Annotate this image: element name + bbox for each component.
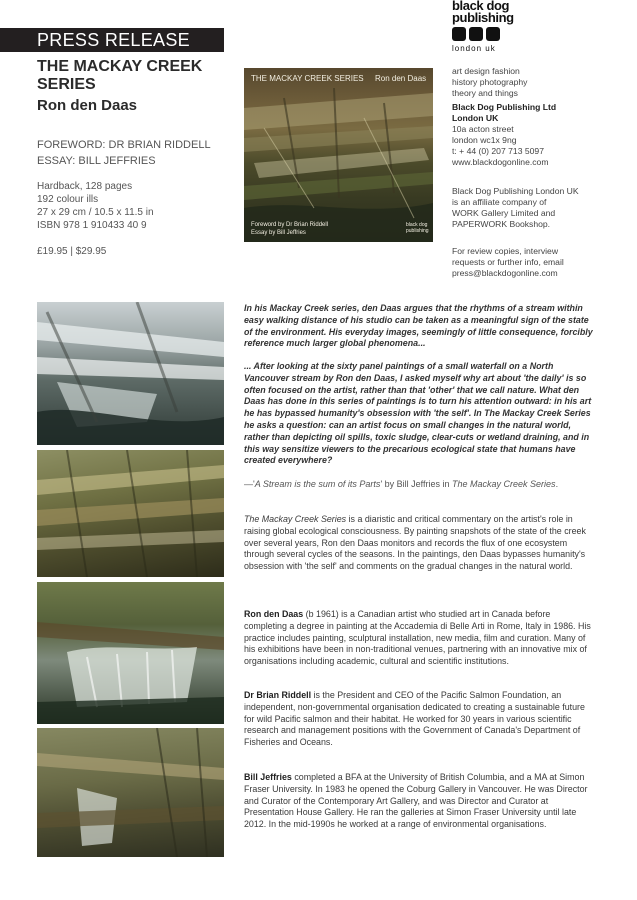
citation-book-title: The Mackay Creek Series <box>452 479 556 489</box>
book-cover-image <box>244 68 433 242</box>
address-line2: london wc1x 9ng <box>452 135 517 145</box>
cover-foreword: Foreword by Dr Brian Riddell <box>251 222 329 228</box>
spec-binding: Hardback, 128 pages <box>37 181 133 192</box>
spec-illustrations: 192 colour ills <box>37 194 99 205</box>
bio1-name: Ron den Daas <box>244 609 304 619</box>
cover-publisher-logo <box>406 222 429 234</box>
cover-painting <box>244 68 433 242</box>
affiliate-line4: PAPERWORK Bookshop. <box>452 219 551 229</box>
publisher-tagline <box>452 66 527 99</box>
logo-line1: black dog <box>452 0 510 13</box>
summary-book-title: The Mackay Creek Series <box>244 514 347 524</box>
bio3-name: Bill Jeffries <box>244 772 292 782</box>
logo-blocks-icon <box>452 27 532 41</box>
affiliate-line3: WORK Gallery Limited and <box>452 208 556 218</box>
citation-prefix: —' <box>244 479 255 489</box>
affiliate-line2: is an affiliate company of <box>452 197 547 207</box>
bio3-text: completed a BFA at the University of British Columbia, and a MA at Simon Fraser University. In 1983 he opened the Coburg Gallery in Vancouver. He was Director and Curator of the Contemporary Art Gallery, and was Director and Curator at Presentation House Gallery. He ran the galleries at Simon Fraser University until late 2012. In the mid-1990s he worked at a range of environmental organisations. <box>244 772 588 830</box>
bio-brian-riddell <box>244 690 594 749</box>
essay-quote: ... After looking at the sixty panel paintings of a small waterfall on a North Vancouver stream by Ron den Daas, I asked myself why art about 'the daily' is so often focused on the artist, rather than that 'other' that we call nature. What den Daas has done in this series of paintings is to turn his attention outward: in his art he has bypassed humanity's obsession with 'the self'. In The Mackay Creek Series he asks a question: can an artist focus on small changes in the natural world, rather than depicting oil spills, toxic sludge, clear-cuts or wetland draining, and in this way sensitize viewers to the precarious ecological state that humans have created everywhere? <box>244 361 592 466</box>
telephone: t: + 44 (0) 207 713 5097 <box>452 146 544 156</box>
bio2-text: is the President and CEO of the Pacific Salmon Foundation, an independent, non-governmental organisation dedicated to creating a sustainable future for wild Pacific salmon and their habitat. He worked for 30 years in various scientific research and management positions with the Government of Canada's Department of Fisheries and Oceans. <box>244 690 585 748</box>
press-release-banner: PRESS RELEASE <box>0 28 224 52</box>
logo-city: london uk <box>452 44 496 53</box>
summary-text: is a diaristic and critical commentary on the artist's role in raising global ecological consciousness. By painting snapshots of the state of the creek over several years, Ron den Daas monitors and records the flux of one ecosystem through several cycles of the seasons. In the paintings, den Daas bypasses humanity's obsession with 'the self' and comments on the gradual changes in the natural world. <box>244 514 586 572</box>
cover-publisher-line2: publishing <box>406 228 429 234</box>
publisher-contact <box>452 102 556 168</box>
publisher-name: Black Dog Publishing Ltd <box>452 102 557 112</box>
review-line2: requests or further info, email <box>452 257 564 267</box>
quote-citation <box>244 479 594 491</box>
author-name: Ron den Daas <box>37 97 138 114</box>
spec-size: 27 x 29 cm / 10.5 x 11.5 in <box>37 207 154 218</box>
book-title: THE MACKAY CREEK SERIES <box>37 58 203 93</box>
foreword-credit: FOREWORD: DR BRIAN RIDDELL <box>37 139 211 151</box>
citation-middle: ' by Bill Jeffries in <box>380 479 453 489</box>
address-line1: 10a acton street <box>452 124 514 134</box>
citation-essay-title: A Stream is the sum of its Parts <box>254 479 381 489</box>
price: £19.95 | $29.95 <box>37 246 107 257</box>
publisher-logo <box>452 0 532 53</box>
tagline-1: art design fashion <box>452 66 520 76</box>
bio-ron-den-daas <box>244 609 594 668</box>
press-email-link[interactable]: press@blackdogonline.com <box>452 268 558 278</box>
essay-credit: ESSAY: BILL JEFFRIES <box>37 155 156 167</box>
bio-bill-jeffries <box>244 772 594 831</box>
logo-line2: publishing <box>452 10 514 25</box>
cover-essay: Essay by Bill Jeffries <box>251 230 306 236</box>
review-line1: For review copies, interview <box>452 246 559 256</box>
tagline-2: history photography <box>452 77 528 87</box>
summary-paragraph <box>244 514 594 573</box>
website-link[interactable]: www.blackdogonline.com <box>452 157 549 167</box>
publisher-city: London UK <box>452 113 499 123</box>
spec-isbn: ISBN 978 1 910433 40 9 <box>37 220 147 231</box>
painting-image-3 <box>37 582 224 724</box>
bio1-text: (b 1961) is a Canadian artist who studied art in Canada before completing a degree in painting at the Accademia di Belle Arti in Rome, Italy in 1986. His practice includes painting, sculptural installation, new media, film and curation. Many of his exhibitions have been in non-traditional venues, partnering with an innovative mix of organisations including academic, cultural and scientific institutions. <box>244 609 591 667</box>
cover-author: Ron den Daas <box>375 74 427 83</box>
citation-end: . <box>555 479 559 489</box>
painting-image-4 <box>37 728 224 857</box>
bio2-name: Dr Brian Riddell <box>244 690 312 700</box>
intro-quote: In his Mackay Creek series, den Daas argues that the rhythms of a stream within easy walking distance of his studio can be taken as a meaningful sign of the state of the environment. His everyday images, seemingly of little consequence, forcibly reference much larger global phenomena... <box>244 303 593 349</box>
cover-publisher-line1: black dog <box>406 222 428 228</box>
cover-title: THE MACKAY CREEK SERIES <box>251 74 364 83</box>
review-note <box>452 246 564 279</box>
painting-image-2 <box>37 450 224 577</box>
painting-image-1 <box>37 302 224 445</box>
affiliate-note <box>452 186 579 230</box>
tagline-3: theory and things <box>452 88 518 98</box>
affiliate-line1: Black Dog Publishing London UK <box>452 186 579 196</box>
